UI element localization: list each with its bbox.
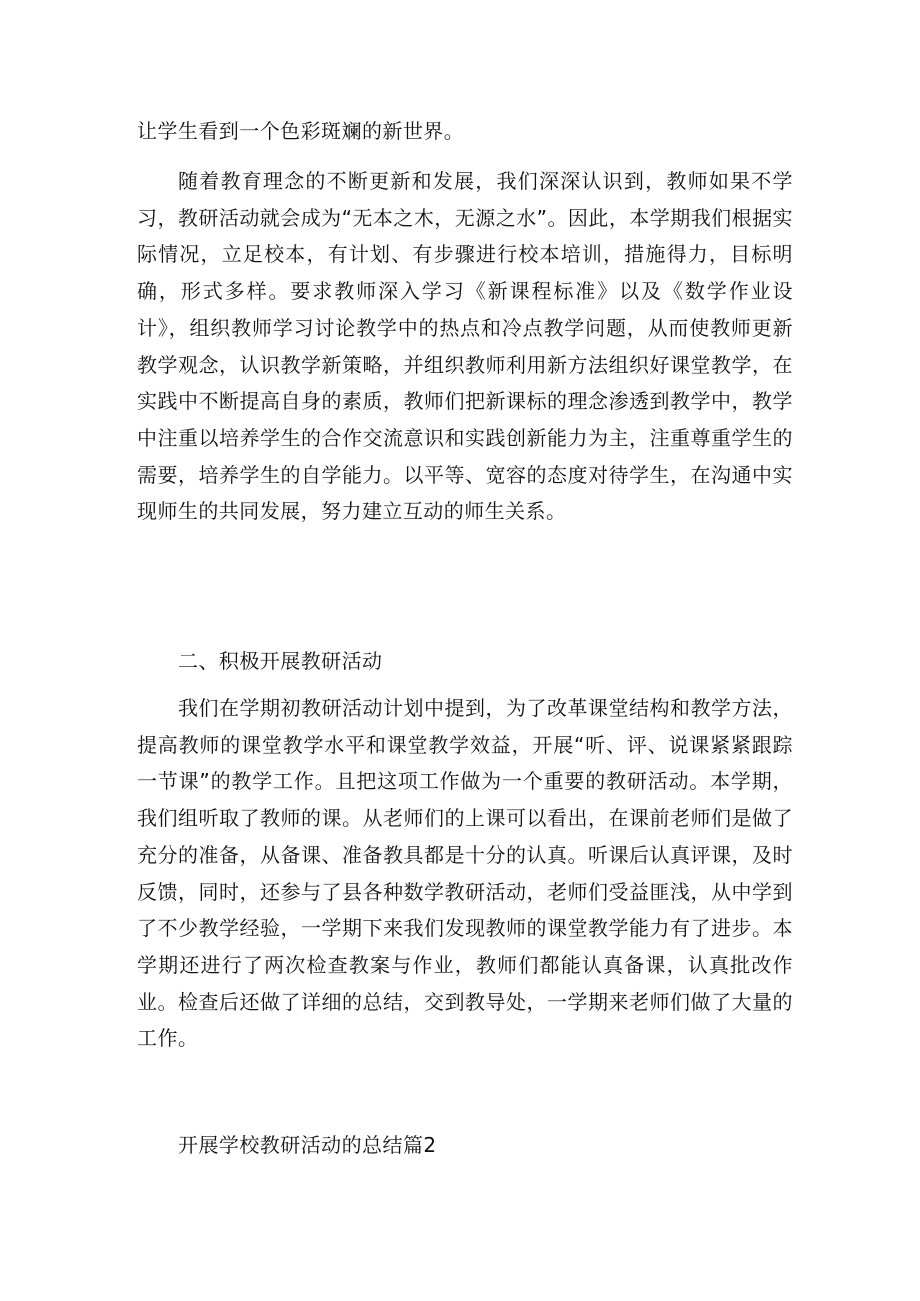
section-heading: 二、积极开展教研活动: [178, 649, 383, 673]
paragraph-teacher-training: 随着教育理念的不断更新和发展，我们深深认识到，教师如果不学习，教研活动就会成为“无本之木，无源之水”。因此，本学期我们根据实际情况，立足校本，有计划、有步骤进行校本培训，措施得力，目标明确，形式多样。要求教师深入学习《新课程标准》以及《数学作业设计》，组织教师学习讨论教学中的热点和冷点教学问题，从而使教师更新教学观念，认识教学新策略，并组织教师利用新方法组织好课堂教学，在实践中不断提高自身的素质，教师们把新课标的理念渗透到教学中，教学中注重以培养学生的合作交流意识和实践创新能力为主，注重尊重学生的需要，培养学生的自学能力。以平等、宽容的态度对待学生，在沟通中实现师生的共同发展，努力建立互动的师生关系。: [137, 169, 793, 524]
next-article-title: 开展学校教研活动的总结篇2: [178, 1133, 437, 1157]
paragraph-teaching-activities: 我们在学期初教研活动计划中提到，为了改革课堂结构和教学方法，提高教师的课堂教学水平和课堂教学效益，开展“听、评、说课紧紧跟踪一节课”的教学工作。且把这项工作做为一个重要的教研活动。本学期，我们组听取了教师的课。从老师们的上课可以看出，在课前老师们是做了充分的准备，从备课、准备教具都是十分的认真。听课后认真评课，及时反馈，同时，还参与了县各种数学教研活动，老师们受益匪浅，从中学到了不少教学经验，一学期下来我们发现教师的课堂教学能力有了进步。本学期还进行了两次检查教案与作业，教师们都能认真备课，认真批改作业。检查后还做了详细的总结，交到教导处，一学期来老师们做了大量的工作。: [137, 696, 793, 1051]
paragraph-continued: 让学生看到一个色彩斑斓的新世界。: [137, 119, 465, 143]
